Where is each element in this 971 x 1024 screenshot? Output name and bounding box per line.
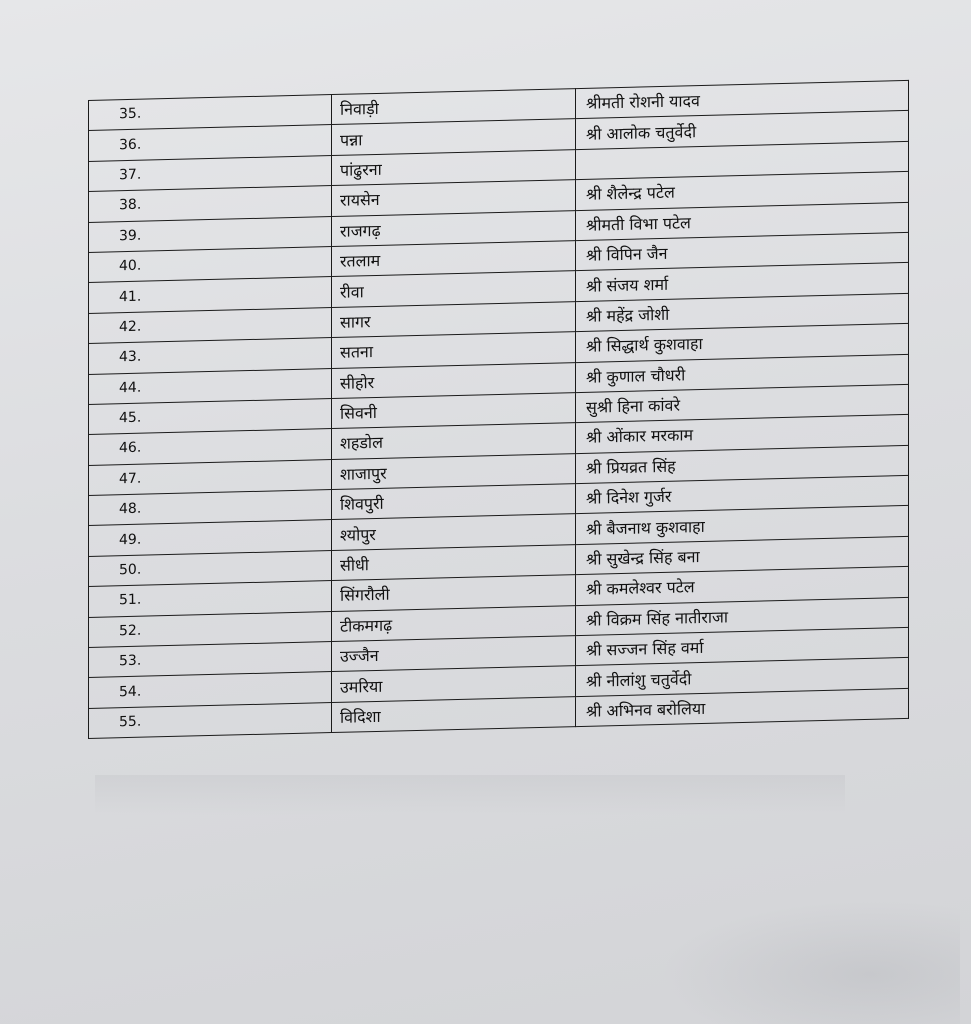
person-name: श्री कुणाल चौधरी — [576, 354, 909, 393]
row-number: 36. — [89, 125, 332, 161]
person-name: श्री शैलेन्द्र पटेल — [576, 172, 909, 211]
district-name: पांढुरना — [332, 149, 576, 185]
row-number: 43. — [89, 338, 332, 374]
person-name: श्री महेंद्र जोशी — [576, 293, 909, 332]
person-name: श्री आलोक चतुर्वेदी — [576, 111, 909, 150]
person-name: सुश्री हिना कांवरे — [576, 384, 909, 423]
row-number: 37. — [89, 155, 332, 191]
person-name: श्री विक्रम सिंह नातीराजा — [576, 597, 909, 636]
paper-shadow — [95, 775, 845, 815]
row-number: 52. — [89, 611, 332, 647]
district-name: श्योपुर — [332, 514, 576, 550]
person-name: श्रीमती विभा पटेल — [576, 202, 909, 241]
district-name: शाजापुर — [332, 453, 576, 489]
person-name: श्री सिद्धार्थ कुशवाहा — [576, 324, 909, 363]
district-name: सिवनी — [332, 392, 576, 428]
row-number: 38. — [89, 186, 332, 222]
person-name: श्रीमती रोशनी यादव — [576, 80, 909, 119]
row-number: 46. — [89, 429, 332, 465]
row-number: 53. — [89, 642, 332, 678]
district-name: राजगढ़ — [332, 210, 576, 246]
row-number: 40. — [89, 247, 332, 283]
district-name: पन्ना — [332, 119, 576, 155]
row-number: 49. — [89, 520, 332, 556]
district-name: सतना — [332, 332, 576, 368]
district-name: सिंगरौली — [332, 575, 576, 611]
row-number: 47. — [89, 459, 332, 495]
table-body — [89, 80, 909, 738]
person-name: श्री प्रियव्रत सिंह — [576, 445, 909, 484]
row-number: 48. — [89, 490, 332, 526]
district-name: शिवपुरी — [332, 484, 576, 520]
district-name: शहडोल — [332, 423, 576, 459]
person-name: श्री नीलांशु चतुर्वेदी — [576, 658, 909, 697]
row-number: 51. — [89, 581, 332, 617]
row-number: 55. — [89, 702, 332, 738]
person-name: श्री बैजनाथ कुशवाहा — [576, 506, 909, 545]
district-name: सीहोर — [332, 362, 576, 398]
person-name: श्री सज्जन सिंह वर्मा — [576, 627, 909, 666]
district-name: उमरिया — [332, 666, 576, 702]
district-name: रतलाम — [332, 241, 576, 277]
row-number: 50. — [89, 550, 332, 586]
row-number: 54. — [89, 672, 332, 708]
person-name: श्री अभिनव बरोलिया — [576, 688, 909, 727]
district-name: रीवा — [332, 271, 576, 307]
person-name: श्री ओंकार मरकाम — [576, 415, 909, 454]
district-name: उज्जैन — [332, 636, 576, 672]
row-number: 42. — [89, 307, 332, 343]
district-list-table — [88, 80, 909, 739]
person-name: श्री विपिन जैन — [576, 232, 909, 271]
district-name: रायसेन — [332, 180, 576, 216]
row-number: 44. — [89, 368, 332, 404]
row-number: 45. — [89, 398, 332, 434]
row-number: 35. — [89, 95, 332, 131]
district-name: विदिशा — [332, 696, 576, 732]
district-list-table-wrapper — [88, 80, 908, 739]
paper-fold-shadow — [660, 900, 960, 1024]
person-name: श्री कमलेश्वर पटेल — [576, 567, 909, 606]
row-number: 41. — [89, 277, 332, 313]
district-name: निवाड़ी — [332, 89, 576, 125]
district-name: सागर — [332, 301, 576, 337]
person-name: श्री सुखेन्द्र सिंह बना — [576, 536, 909, 575]
district-name: टीकमगढ़ — [332, 605, 576, 641]
person-name: श्री दिनेश गुर्जर — [576, 476, 909, 515]
district-name: सीधी — [332, 544, 576, 580]
person-name: श्री संजय शर्मा — [576, 263, 909, 302]
row-number: 39. — [89, 216, 332, 252]
